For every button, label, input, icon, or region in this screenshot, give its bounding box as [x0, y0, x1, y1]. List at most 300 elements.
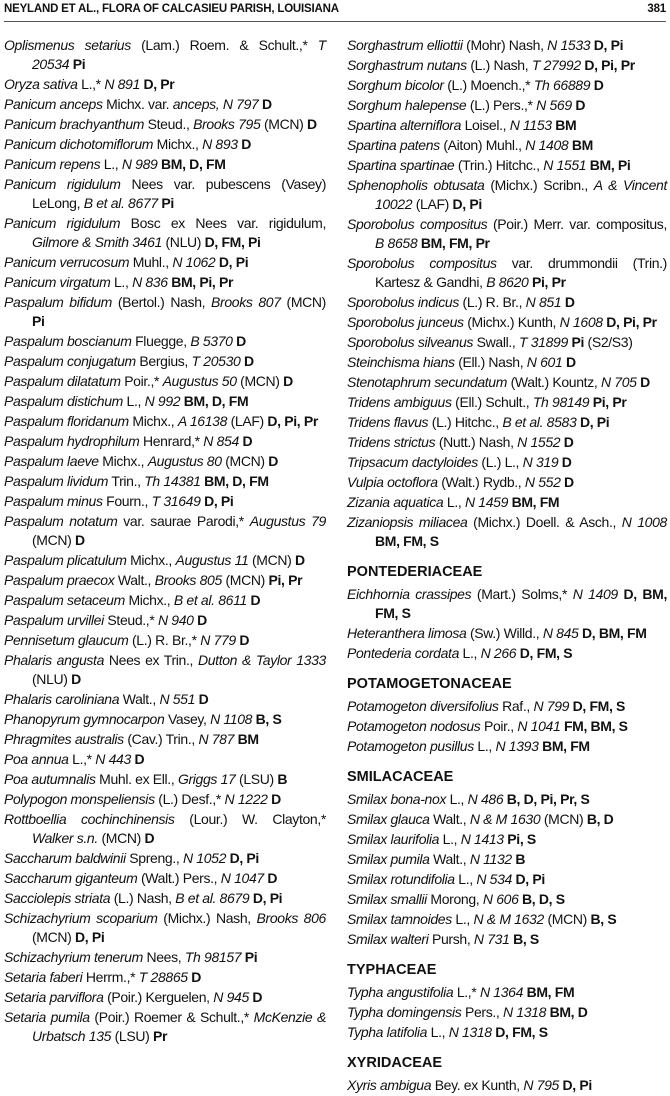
- species-author: Morong,: [426, 891, 483, 907]
- status-note: (S2/S3): [583, 334, 633, 350]
- species-name: Spartina spartinae: [347, 157, 455, 173]
- species-name: Schizachyrium tenerum: [4, 949, 143, 965]
- species-entry: [4, 253, 326, 272]
- species-author: Fluegge,: [131, 333, 191, 349]
- habitat-codes: D, FM, S: [572, 698, 626, 714]
- habitat-codes: D: [565, 354, 576, 370]
- species-name: Paspalum praecox: [4, 572, 115, 588]
- species-name: Smilax rotundifolia: [347, 871, 455, 887]
- habitat-codes: D, Pi: [229, 850, 259, 866]
- species-entry: [4, 432, 326, 451]
- species-author: Michx.,: [128, 413, 178, 429]
- collector-number: Augustus 80: [147, 453, 222, 469]
- collector-number: T 27992: [531, 57, 581, 73]
- collector-number: T 28865: [138, 969, 188, 985]
- collector-number: N 799: [533, 698, 570, 714]
- habitat-codes: D: [71, 671, 81, 687]
- species-author: L.,: [443, 494, 465, 510]
- collector-number: N 1062: [172, 254, 216, 270]
- collector-number: T 31649: [151, 493, 201, 509]
- collector-number: N 795: [523, 1077, 559, 1093]
- species-entry: [347, 1003, 667, 1022]
- collector-number: N 940: [157, 612, 194, 628]
- habitat-codes: B, D, Pi, Pr, S: [506, 791, 590, 807]
- habitat-codes: FM, BM, S: [563, 718, 628, 734]
- species-author: L.,*: [453, 984, 480, 1000]
- herbarium-note: (MCN): [248, 552, 295, 568]
- species-entry: [347, 373, 667, 392]
- species-entry: [4, 730, 326, 749]
- species-name: Panicum brachyanthum: [4, 116, 145, 132]
- collector-number: N 1533: [547, 37, 591, 53]
- species-name: Paspalum setaceum: [4, 592, 125, 608]
- habitat-codes: Pi: [571, 334, 584, 350]
- species-author: (L.) Moench.,*: [443, 77, 534, 93]
- habitat-codes: D, Pi: [452, 196, 482, 212]
- species-author: Michx.,: [153, 136, 203, 152]
- species-name: Potamogeton nodosus: [347, 718, 481, 734]
- collector-number: N 486: [467, 791, 504, 807]
- habitat-codes: BM, FM: [526, 984, 575, 1000]
- habitat-codes: D, Pi, Pr: [606, 314, 657, 330]
- species-entry: [4, 651, 326, 689]
- collector-number: N 1052: [182, 850, 227, 866]
- species-name: Panicum repens: [4, 156, 101, 172]
- species-author: (Walt.) Rydb.,: [437, 474, 525, 490]
- collector-number: N 443: [95, 751, 131, 767]
- species-author: Bosc ex Nees var. rigidulum,: [120, 215, 326, 231]
- species-entry: [4, 889, 326, 908]
- species-author: Steud.,*: [103, 612, 158, 628]
- collector-number: N 319: [522, 454, 559, 470]
- species-author: Henrard,*: [139, 433, 204, 449]
- collector-number: N 1408: [525, 137, 569, 153]
- species-name: Smilax laurifolia: [347, 831, 440, 847]
- herbarium-note: (MCN): [540, 811, 587, 827]
- species-name: Tridens ambiguus: [347, 394, 452, 410]
- species-entry: [347, 493, 667, 512]
- species-name: Paspalum lividum: [4, 473, 109, 489]
- habitat-codes: B: [277, 771, 288, 787]
- collector-number: N 989: [121, 156, 158, 172]
- species-author: Trin.,: [108, 473, 145, 489]
- collector-number: N 1393: [495, 738, 539, 754]
- species-author: Poir.,*: [120, 373, 163, 389]
- species-author: L.,: [473, 738, 496, 754]
- species-name: Sorghastrum nutans: [347, 57, 467, 73]
- collector-number: B et al. 8679: [175, 890, 250, 906]
- collector-number: B 8620: [486, 274, 529, 290]
- herbarium-note: (LSU): [235, 771, 278, 787]
- species-entry: [4, 392, 326, 411]
- species-name: Sacciolepis striata: [4, 890, 111, 906]
- species-name: Paspalum urvillei: [4, 612, 104, 628]
- species-name: Xyris ambigua: [347, 1077, 432, 1093]
- habitat-codes: D, Pi: [593, 37, 624, 53]
- species-author: (Lour.) W. Clayton,*: [174, 811, 326, 827]
- species-entry: [4, 472, 326, 491]
- species-name: Poa annua: [4, 751, 69, 767]
- habitat-codes: D: [244, 353, 254, 369]
- collector-number: N 1409: [572, 586, 618, 602]
- habitat-codes: D: [75, 532, 85, 548]
- herbarium-note: (MCN): [280, 294, 326, 310]
- species-author: (Bertol.) Nash,: [112, 294, 212, 310]
- species-name: Sphenopholis obtusata: [347, 177, 485, 193]
- collector-number: N 1108: [210, 711, 253, 727]
- species-name: Phalaris angusta: [4, 652, 105, 668]
- collector-number: N 1047: [220, 870, 264, 886]
- collector-number: N 787: [198, 731, 235, 747]
- species-author: L.,: [100, 156, 122, 172]
- herbarium-note: (MCN): [32, 929, 75, 945]
- habitat-codes: D, Pi, Pr: [267, 413, 318, 429]
- habitat-codes: Pi: [161, 195, 174, 211]
- collector-number: N 266: [480, 645, 517, 661]
- species-entry: [4, 770, 326, 789]
- family-heading: XYRIDACEAE: [347, 1055, 443, 1071]
- species-name: Pennisetum glaucum: [4, 632, 129, 648]
- species-author: Loisel.,: [461, 117, 510, 133]
- herbarium-note: (LAF): [412, 196, 453, 212]
- species-author: Steud.,: [144, 116, 194, 132]
- species-author: Michx.,: [98, 453, 148, 469]
- species-name: Oplismenus setarius: [4, 37, 131, 53]
- species-entry: [347, 717, 667, 736]
- collector-number: N 893: [202, 136, 238, 152]
- species-author: (L.) R. Br.,*: [128, 632, 201, 648]
- species-name: Paspalum conjugatum: [4, 353, 136, 369]
- species-entry: [347, 1023, 667, 1042]
- species-name: Sporobolus compositus: [347, 255, 497, 271]
- species-author: L.,: [454, 871, 477, 887]
- species-entry: [4, 36, 326, 74]
- habitat-codes: D, FM, S: [519, 645, 573, 661]
- species-author: (Cav.) Trin.,: [123, 731, 199, 747]
- species-author: (L.) Nash,: [466, 57, 532, 73]
- species-name: Typha angustifolia: [347, 984, 454, 1000]
- species-name: Paspalum minus: [4, 493, 103, 509]
- habitat-codes: D: [198, 691, 209, 707]
- species-name: Sorghastrum elliottii: [347, 37, 463, 53]
- species-entry: [4, 412, 326, 431]
- collector-number: N & M 1630: [469, 811, 541, 827]
- collector-number: B et al. 8611: [173, 592, 247, 608]
- species-entry: [4, 810, 326, 848]
- habitat-codes: D: [593, 77, 604, 93]
- collector-number: N 1551: [543, 157, 587, 173]
- species-name: Smilax tamnoides: [347, 911, 452, 927]
- habitat-codes: D: [262, 96, 272, 112]
- species-author: (Poir.) Roemer & Schult.,*: [89, 1009, 254, 1025]
- species-author: (Michx.) Scribn.,: [484, 177, 594, 193]
- species-entry: [4, 571, 326, 590]
- species-author: Nees,: [142, 949, 185, 965]
- species-author: Pursh,: [428, 931, 474, 947]
- species-entry: [347, 850, 667, 869]
- species-author: (Michx.) Kunth,: [463, 314, 560, 330]
- habitat-codes: Pi, Pr: [532, 274, 566, 290]
- collector-number: N 854: [203, 433, 239, 449]
- habitat-codes: D, Pr: [143, 76, 175, 92]
- habitat-codes: D: [191, 969, 202, 985]
- species-entry: [347, 930, 667, 949]
- habitat-codes: D: [134, 751, 145, 767]
- header-rule: [4, 21, 666, 22]
- habitat-codes: Pr: [152, 1028, 168, 1044]
- habitat-codes: D: [561, 454, 572, 470]
- collector-number: N 836: [132, 274, 168, 290]
- species-entry: [347, 56, 667, 75]
- collector-number: N 851: [525, 294, 562, 310]
- species-entry: [347, 790, 667, 809]
- habitat-codes: D, Pi: [75, 929, 105, 945]
- family-heading: POTAMOGETONACEAE: [347, 676, 512, 692]
- collector-number: N 1552: [517, 434, 561, 450]
- collector-number: N 1364: [480, 984, 524, 1000]
- species-author: L.,*: [68, 751, 96, 767]
- species-author: Fourn.,: [102, 493, 152, 509]
- herbarium-note: (LSU): [111, 1028, 153, 1044]
- collector-number: Th 66889: [533, 77, 591, 93]
- habitat-codes: D: [241, 136, 252, 152]
- habitat-codes: BM, FM, Pr: [420, 235, 490, 251]
- species-author: (L.) Nash,: [110, 890, 176, 906]
- species-entry: [347, 176, 667, 214]
- collector-number: Brooks 806: [256, 910, 326, 926]
- collector-number: Brooks 795: [193, 116, 261, 132]
- species-author: (L.) Hitchc.,: [428, 414, 503, 430]
- habitat-codes: BM: [571, 137, 593, 153]
- collector-number: Augustus 50: [162, 373, 237, 389]
- habitat-codes: D: [564, 474, 574, 490]
- habitat-codes: D: [242, 433, 253, 449]
- species-name: Steinchisma hians: [347, 354, 455, 370]
- collector-number: N 945: [213, 989, 249, 1005]
- species-entry: [347, 156, 667, 175]
- collector-number: N 1318: [448, 1024, 492, 1040]
- collector-number: N 705: [600, 374, 637, 390]
- species-entry: [347, 76, 667, 95]
- species-entry: [347, 96, 667, 115]
- collector-number: N 601: [526, 354, 563, 370]
- species-entry: [347, 313, 667, 332]
- species-entry: [4, 293, 326, 331]
- page-number: 381: [647, 3, 666, 15]
- habitat-codes: B, S: [255, 711, 282, 727]
- habitat-codes: Pi, Pr: [268, 572, 303, 588]
- habitat-codes: D: [271, 791, 281, 807]
- collector-number: N 551: [159, 691, 196, 707]
- species-entry: [347, 810, 667, 829]
- habitat-codes: D, Pi: [515, 871, 545, 887]
- habitat-codes: B, S: [590, 911, 617, 927]
- species-name: Stenotaphrum secundatum: [347, 374, 508, 390]
- habitat-codes: B, S: [513, 931, 539, 947]
- species-author: Walt.,: [119, 691, 160, 707]
- species-entry: [347, 1076, 667, 1095]
- species-entry: [4, 611, 326, 630]
- right-column: [347, 36, 667, 1096]
- collector-number: N 1222: [224, 791, 268, 807]
- species-entry: [4, 551, 326, 570]
- species-entry: [4, 790, 326, 809]
- collector-number: N 779: [200, 632, 236, 648]
- habitat-codes: D: [144, 830, 155, 846]
- species-name: Smilax glauca: [347, 811, 430, 827]
- species-author: (Mohr) Nash,: [462, 37, 548, 53]
- habitat-codes: D: [306, 116, 317, 132]
- species-name: Vulpia octoflora: [347, 474, 438, 490]
- species-name: Eichhornia crassipes: [347, 586, 472, 602]
- collector-number: N 992: [144, 393, 181, 409]
- species-name: Sporobolus indicus: [347, 294, 459, 310]
- species-author: (Ell.) Schult.,: [451, 394, 533, 410]
- species-name: Sporobolus silveanus: [347, 334, 474, 350]
- species-author: L.,: [110, 274, 133, 290]
- running-title: NEYLAND ET AL., FLORA OF CALCASIEU PARISH, LOUISIANA: [4, 3, 339, 15]
- collector-number: N 1459: [464, 494, 509, 510]
- species-entry: [4, 115, 326, 134]
- page-header: [4, 3, 666, 19]
- species-entry: [4, 948, 326, 967]
- habitat-codes: BM, D, FM: [161, 156, 226, 172]
- habitat-codes: D, Pi: [218, 254, 249, 270]
- habitat-codes: BM, D, FM: [204, 473, 269, 489]
- collector-number: Th 98157: [184, 949, 242, 965]
- species-name: Sporobolus junceus: [347, 314, 464, 330]
- species-name: Panicum anceps: [4, 96, 103, 112]
- species-name: Tridens strictus: [347, 434, 436, 450]
- species-author: (Mart.) Solms,*: [471, 586, 573, 602]
- species-name: Zizaniopsis miliacea: [347, 514, 468, 530]
- collector-number: Brooks 805: [154, 572, 222, 588]
- species-entry: [347, 116, 667, 135]
- species-name: Sorghum bicolor: [347, 77, 444, 93]
- species-author: (Aiton) Muhl.,: [439, 137, 526, 153]
- species-entry: [347, 890, 667, 909]
- species-entry: [4, 1008, 326, 1046]
- species-name: Setaria parviflora: [4, 989, 104, 1005]
- species-author: (Nutt.) Nash,: [435, 434, 518, 450]
- species-entry: [4, 452, 326, 471]
- herbarium-note: (MCN): [221, 572, 269, 588]
- habitat-codes: D: [563, 434, 574, 450]
- species-entry: [347, 333, 667, 352]
- species-name: Paspalum notatum: [4, 513, 118, 529]
- collector-number: T 31899: [518, 334, 568, 350]
- habitat-codes: BM, Pi, Pr: [171, 274, 234, 290]
- family-heading: TYPHACEAE: [347, 962, 437, 978]
- species-entry: [347, 983, 667, 1002]
- collector-number: Griggs 17: [177, 771, 236, 787]
- species-name: Spartina patens: [347, 137, 440, 153]
- herbarium-note: (MCN): [260, 116, 307, 132]
- habitat-codes: D, Pi: [252, 890, 283, 906]
- collector-number: N 731: [473, 931, 510, 947]
- family-heading: PONTEDERIACEAE: [347, 564, 483, 580]
- species-author: L.,: [427, 1024, 449, 1040]
- species-author: (Sw.) Willd.,: [466, 625, 543, 641]
- collector-number: Walker s.n.: [32, 830, 98, 846]
- species-author: (Lam.) Roem. & Schult.,*: [130, 37, 318, 53]
- species-entry: [347, 433, 667, 452]
- herbarium-note: (MCN): [97, 830, 145, 846]
- collector-number: N 1008: [621, 514, 667, 530]
- species-author: L.,: [451, 911, 474, 927]
- herbarium-note: (NLU): [161, 234, 205, 250]
- species-entry: [4, 909, 326, 947]
- collector-number: A & Vincent 10022: [375, 177, 667, 212]
- collector-number: N 891: [104, 76, 140, 92]
- collector-number: Th 98149: [532, 394, 590, 410]
- species-author: Vasey,: [164, 711, 211, 727]
- habitat-codes: D: [252, 989, 263, 1005]
- collector-number: B et al. 8677: [83, 195, 158, 211]
- habitat-codes: Pi: [32, 313, 45, 329]
- species-entry: [347, 453, 667, 472]
- herbarium-note: (LAF): [227, 413, 268, 429]
- species-author: Bey. ex Kunth,: [431, 1077, 524, 1093]
- collector-number: N 569: [536, 97, 572, 113]
- species-name: Typha latifolia: [347, 1024, 428, 1040]
- species-entry: [4, 631, 326, 650]
- species-name: Phanopyrum gymnocarpon: [4, 711, 165, 727]
- species-entry: [347, 513, 667, 551]
- habitat-codes: Pi, Pr: [592, 394, 627, 410]
- species-name: Paspalum boscianum: [4, 333, 132, 349]
- habitat-codes: D, FM, Pi: [204, 234, 261, 250]
- habitat-codes: D, FM, S: [495, 1024, 548, 1040]
- species-author: (Trin.) Hitchc.,: [454, 157, 544, 173]
- species-author: (Ell.) Nash,: [454, 354, 527, 370]
- habitat-codes: D: [236, 333, 246, 349]
- collector-number: N 1132: [469, 851, 512, 867]
- species-entry: [347, 910, 667, 929]
- species-entry: [347, 697, 667, 716]
- habitat-codes: BM, D, FM: [183, 393, 249, 409]
- species-author: (Poir.) Kerguelen,: [103, 989, 214, 1005]
- species-name: Saccharum baldwinii: [4, 850, 126, 866]
- species-entry: [4, 710, 326, 729]
- species-name: Paspalum hydrophilum: [4, 433, 140, 449]
- species-author: Michx.,: [126, 552, 176, 568]
- species-name: Potamogeton pusillus: [347, 738, 474, 754]
- species-name: Paspalum laeve: [4, 453, 99, 469]
- species-author: Herrm.,*: [82, 969, 139, 985]
- habitat-codes: B: [515, 851, 526, 867]
- species-name: Panicum rigidulum: [4, 176, 121, 192]
- species-name: Sporobolus compositus: [347, 216, 488, 232]
- habitat-codes: D, BM, FM: [582, 625, 647, 641]
- herbarium-note: (MCN): [236, 373, 284, 389]
- species-author: Walt.,: [429, 851, 470, 867]
- habitat-codes: D: [575, 97, 586, 113]
- species-author: Michx. var.: [102, 96, 173, 112]
- species-name: Polypogon monspeliensis: [4, 791, 155, 807]
- species-entry: [4, 372, 326, 391]
- species-entry: [347, 830, 667, 849]
- species-name: Paspalum plicatulum: [4, 552, 127, 568]
- species-name: Phragmites australis: [4, 731, 124, 747]
- species-name: Rottboellia cochinchinensis: [4, 811, 175, 827]
- species-entry: [4, 690, 326, 709]
- species-author: (L.) L.,: [477, 454, 523, 470]
- habitat-codes: D: [268, 453, 278, 469]
- habitat-codes: BM: [237, 731, 259, 747]
- collector-number: N 1041: [517, 718, 561, 734]
- habitat-codes: Pi: [72, 56, 86, 72]
